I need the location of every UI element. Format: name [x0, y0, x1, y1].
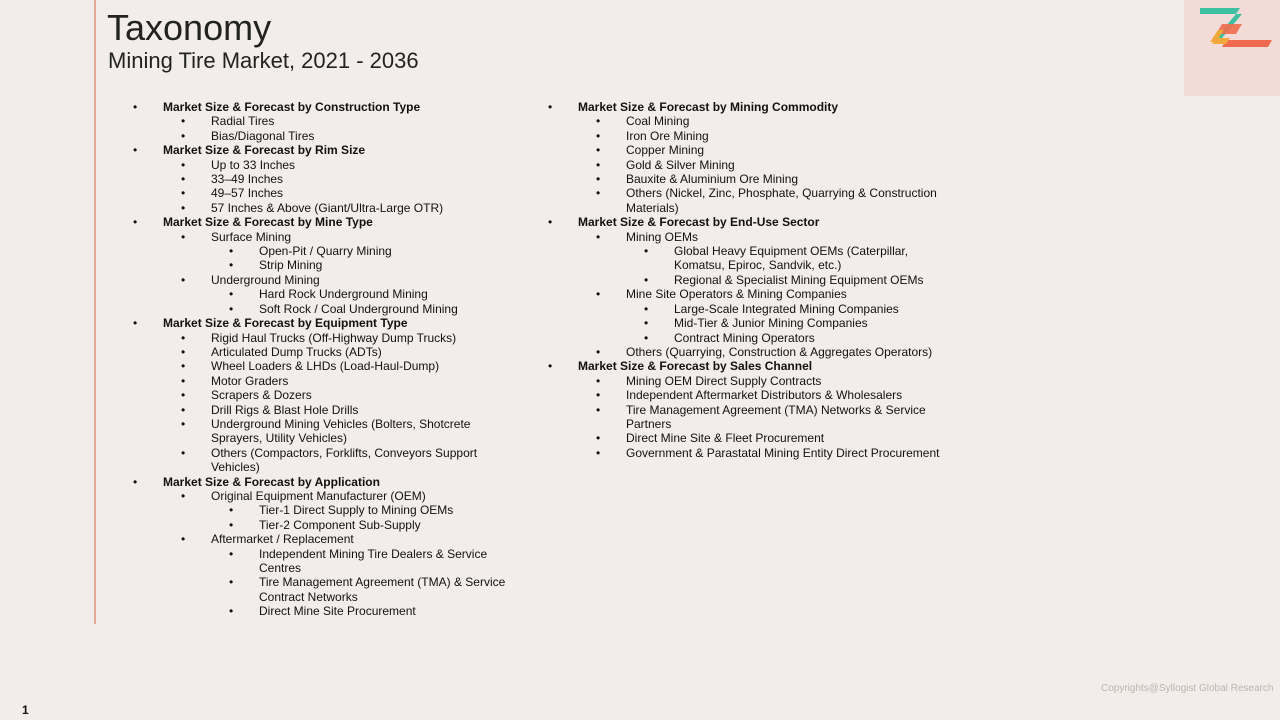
- taxonomy-item-text: Market Size & Forecast by Application: [163, 474, 380, 489]
- taxonomy-item-level-2: [128, 331, 518, 345]
- taxonomy-item-text: Tier-1 Direct Supply to Mining OEMs: [259, 503, 454, 518]
- taxonomy-item-level-2: [128, 129, 518, 143]
- taxonomy-item-text: Market Size & Forecast by Rim Size: [163, 143, 366, 158]
- taxonomy-item-text: Gold & Silver Mining: [626, 157, 735, 172]
- bullet-icon: •: [181, 488, 186, 503]
- taxonomy-item-text: Coal Mining: [626, 114, 690, 129]
- taxonomy-item-text: Others (Quarrying, Construction & Aggregates Operators): [626, 344, 933, 359]
- taxonomy-item-level-3: [128, 547, 518, 576]
- taxonomy-item-text: Copper Mining: [626, 143, 705, 158]
- taxonomy-item-level-1: [128, 143, 518, 157]
- taxonomy-item-level-2: [128, 403, 518, 417]
- taxonomy-item-text: Strip Mining: [259, 258, 323, 273]
- taxonomy-item-text: Independent Aftermarket Distributors & Wholesalers: [626, 388, 903, 403]
- logo: [1184, 0, 1280, 96]
- bullet-icon: •: [229, 503, 234, 518]
- taxonomy-item-level-2: [543, 172, 943, 186]
- bullet-icon: •: [596, 402, 601, 417]
- left-taxonomy-column: [128, 100, 518, 619]
- taxonomy-item-level-2: [543, 143, 943, 157]
- bullet-icon: •: [548, 100, 553, 114]
- taxonomy-item-text: Bias/Diagonal Tires: [211, 128, 315, 143]
- taxonomy-item-text: Wheel Loaders & LHDs (Load-Haul-Dump): [211, 359, 440, 374]
- taxonomy-item-text: Independent Mining Tire Dealers & Service Centres: [259, 546, 488, 575]
- bullet-icon: •: [596, 229, 601, 244]
- taxonomy-item-level-3: [128, 258, 518, 272]
- taxonomy-item-text: Underground Mining: [211, 272, 320, 287]
- taxonomy-item-level-1: [543, 215, 943, 229]
- taxonomy-item-level-2: [128, 114, 518, 128]
- bullet-icon: •: [133, 143, 138, 158]
- taxonomy-item-text: Market Size & Forecast by End-Use Sector: [578, 215, 820, 230]
- taxonomy-item-level-3: [128, 518, 518, 532]
- taxonomy-item-level-2: [128, 374, 518, 388]
- taxonomy-item-level-2: [128, 446, 518, 475]
- bullet-icon: •: [181, 157, 186, 172]
- taxonomy-item-level-2: [128, 273, 518, 287]
- taxonomy-item-text: Mining OEMs: [626, 229, 699, 244]
- taxonomy-item-level-1: [543, 359, 943, 373]
- taxonomy-item-text: Global Heavy Equipment OEMs (Caterpillar, Komatsu, Epiroc, Sandvik, etc.): [674, 244, 909, 273]
- bullet-icon: •: [229, 244, 234, 259]
- taxonomy-item-text: Market Size & Forecast by Equipment Type: [163, 316, 408, 331]
- bullet-icon: •: [181, 114, 186, 129]
- taxonomy-item-text: Hard Rock Underground Mining: [259, 287, 428, 302]
- taxonomy-item-level-3: [128, 575, 518, 604]
- taxonomy-item-text: Mining OEM Direct Supply Contracts: [626, 373, 822, 388]
- taxonomy-item-level-2: [543, 158, 943, 172]
- bullet-icon: •: [181, 344, 186, 359]
- taxonomy-item-level-2: [543, 114, 943, 128]
- bullet-icon: •: [133, 215, 138, 230]
- taxonomy-item-level-2: [128, 230, 518, 244]
- bullet-icon: •: [181, 416, 186, 431]
- bullet-icon: •: [181, 359, 186, 374]
- taxonomy-item-level-2: [128, 532, 518, 546]
- taxonomy-item-level-3: [543, 244, 943, 273]
- taxonomy-item-text: Regional & Specialist Mining Equipment OEMs: [674, 272, 924, 287]
- taxonomy-item-level-2: [543, 129, 943, 143]
- taxonomy-item-text: Original Equipment Manufacturer (OEM): [211, 488, 426, 503]
- bullet-icon: •: [181, 186, 186, 201]
- taxonomy-item-text: Direct Mine Site & Fleet Procurement: [626, 431, 825, 446]
- taxonomy-item-level-3: [543, 331, 943, 345]
- taxonomy-item-text: Aftermarket / Replacement: [211, 532, 354, 547]
- taxonomy-item-level-2: [543, 403, 943, 432]
- bullet-icon: •: [133, 474, 138, 489]
- bullet-icon: •: [133, 100, 138, 114]
- bullet-icon: •: [181, 128, 186, 143]
- bullet-icon: •: [596, 128, 601, 143]
- taxonomy-item-level-1: [128, 475, 518, 489]
- taxonomy-item-text: Underground Mining Vehicles (Bolters, Shotcrete Sprayers, Utility Vehicles): [211, 416, 471, 446]
- bullet-icon: •: [181, 330, 186, 345]
- taxonomy-item-text: Soft Rock / Coal Underground Mining: [259, 301, 458, 316]
- taxonomy-item-level-2: [128, 186, 518, 200]
- bullet-icon: •: [229, 287, 234, 302]
- taxonomy-item-text: Up to 33 Inches: [211, 157, 296, 172]
- bullet-icon: •: [596, 114, 601, 129]
- taxonomy-item-level-3: [543, 273, 943, 287]
- taxonomy-item-text: Tier-2 Component Sub-Supply: [259, 517, 421, 532]
- taxonomy-item-level-2: [543, 388, 943, 402]
- taxonomy-item-text: Government & Parastatal Mining Entity Direct Procurement: [626, 445, 940, 460]
- taxonomy-item-text: Radial Tires: [211, 114, 275, 129]
- syllogist-logo-icon: [1196, 4, 1276, 52]
- taxonomy-item-text: Scrapers & Dozers: [211, 388, 312, 403]
- bullet-icon: •: [596, 143, 601, 158]
- taxonomy-item-level-2: [543, 186, 943, 215]
- taxonomy-item-level-3: [128, 604, 518, 618]
- bullet-icon: •: [181, 445, 186, 460]
- taxonomy-item-level-2: [543, 446, 943, 460]
- taxonomy-item-level-1: [128, 100, 518, 114]
- bullet-icon: •: [596, 388, 601, 403]
- bullet-icon: •: [133, 316, 138, 331]
- taxonomy-item-text: Market Size & Forecast by Sales Channel: [578, 359, 813, 374]
- bullet-icon: •: [596, 445, 601, 460]
- bullet-icon: •: [596, 431, 601, 446]
- bullet-icon: •: [644, 330, 649, 345]
- bullet-icon: •: [644, 316, 649, 331]
- taxonomy-item-level-2: [128, 345, 518, 359]
- page-title: Taxonomy: [107, 7, 272, 48]
- left-accent-rule: [94, 0, 96, 624]
- taxonomy-item-level-2: [128, 489, 518, 503]
- page-number: 1: [22, 703, 29, 717]
- taxonomy-item-text: Mine Site Operators & Mining Companies: [626, 287, 847, 302]
- taxonomy-item-level-1: [543, 100, 943, 114]
- taxonomy-item-text: Others (Nickel, Zinc, Phosphate, Quarrying & Construction Materials): [626, 186, 937, 215]
- taxonomy-item-text: Mid-Tier & Junior Mining Companies: [674, 316, 868, 331]
- taxonomy-item-text: Articulated Dump Trucks (ADTs): [211, 344, 382, 359]
- bullet-icon: •: [229, 546, 234, 561]
- taxonomy-item-text: Drill Rigs & Blast Hole Drills: [211, 402, 359, 417]
- taxonomy-item-text: Contract Mining Operators: [674, 330, 815, 345]
- bullet-icon: •: [181, 373, 186, 388]
- right-taxonomy-column: [543, 100, 943, 460]
- taxonomy-item-level-3: [128, 287, 518, 301]
- taxonomy-item-text: Tire Management Agreement (TMA) Networks & Service Partners: [626, 402, 926, 431]
- bullet-icon: •: [229, 517, 234, 532]
- taxonomy-item-text: Bauxite & Aluminium Ore Mining: [626, 172, 799, 187]
- taxonomy-item-level-2: [543, 431, 943, 445]
- bullet-icon: •: [181, 200, 186, 215]
- bullet-icon: •: [596, 157, 601, 172]
- taxonomy-item-level-2: [543, 230, 943, 244]
- taxonomy-item-level-1: [128, 316, 518, 330]
- bullet-icon: •: [181, 172, 186, 187]
- taxonomy-item-level-2: [128, 201, 518, 215]
- taxonomy-item-level-2: [128, 158, 518, 172]
- taxonomy-item-text: 57 Inches & Above (Giant/Ultra-Large OTR): [211, 200, 444, 215]
- taxonomy-item-text: Tire Management Agreement (TMA) & Service Contract Networks: [259, 575, 506, 604]
- taxonomy-item-text: Motor Graders: [211, 373, 289, 388]
- bullet-icon: •: [229, 604, 234, 619]
- taxonomy-item-level-3: [128, 244, 518, 258]
- taxonomy-item-level-2: [128, 388, 518, 402]
- taxonomy-item-text: Rigid Haul Trucks (Off-Highway Dump Trucks): [211, 330, 457, 345]
- taxonomy-item-level-1: [128, 215, 518, 229]
- bullet-icon: •: [644, 301, 649, 316]
- bullet-icon: •: [181, 402, 186, 417]
- bullet-icon: •: [596, 344, 601, 359]
- taxonomy-item-level-2: [128, 417, 518, 446]
- bullet-icon: •: [229, 575, 234, 590]
- page-subtitle: Mining Tire Market, 2021 - 2036: [108, 48, 419, 73]
- bullet-icon: •: [596, 186, 601, 201]
- taxonomy-item-level-2: [128, 172, 518, 186]
- taxonomy-item-text: 33–49 Inches: [211, 172, 284, 187]
- bullet-icon: •: [229, 258, 234, 273]
- taxonomy-item-text: Iron Ore Mining: [626, 128, 709, 143]
- copyright-notice: Copyrights@Syllogist Global Research: [1101, 683, 1274, 694]
- taxonomy-item-level-2: [543, 287, 943, 301]
- taxonomy-item-level-3: [543, 302, 943, 316]
- taxonomy-item-level-3: [128, 302, 518, 316]
- taxonomy-item-text: Open-Pit / Quarry Mining: [259, 244, 392, 259]
- taxonomy-item-level-2: [128, 359, 518, 373]
- bullet-icon: •: [181, 272, 186, 287]
- bullet-icon: •: [596, 287, 601, 302]
- taxonomy-item-text: Large-Scale Integrated Mining Companies: [674, 301, 899, 316]
- bullet-icon: •: [181, 532, 186, 547]
- bullet-icon: •: [229, 301, 234, 316]
- taxonomy-item-text: Market Size & Forecast by Mine Type: [163, 215, 373, 230]
- bullet-icon: •: [548, 359, 553, 374]
- bullet-icon: •: [644, 272, 649, 287]
- taxonomy-item-level-2: [543, 374, 943, 388]
- bullet-icon: •: [548, 215, 553, 230]
- taxonomy-item-text: 49–57 Inches: [211, 186, 284, 201]
- taxonomy-item-text: Direct Mine Site Procurement: [259, 604, 416, 619]
- bullet-icon: •: [644, 244, 649, 259]
- bullet-icon: •: [596, 373, 601, 388]
- taxonomy-item-text: Surface Mining: [211, 229, 292, 244]
- right-taxonomy-list: [543, 100, 943, 460]
- bullet-icon: •: [181, 229, 186, 244]
- taxonomy-item-text: Others (Compactors, Forklifts, Conveyors Support Vehicles): [211, 445, 478, 475]
- bullet-icon: •: [596, 172, 601, 187]
- taxonomy-item-text: Market Size & Forecast by Mining Commodity: [578, 100, 839, 114]
- taxonomy-item-level-3: [128, 503, 518, 517]
- left-taxonomy-list: [128, 100, 518, 619]
- bullet-icon: •: [181, 388, 186, 403]
- taxonomy-item-level-3: [543, 316, 943, 330]
- taxonomy-item-text: Market Size & Forecast by Construction Type: [163, 100, 421, 114]
- taxonomy-item-level-2: [543, 345, 943, 359]
